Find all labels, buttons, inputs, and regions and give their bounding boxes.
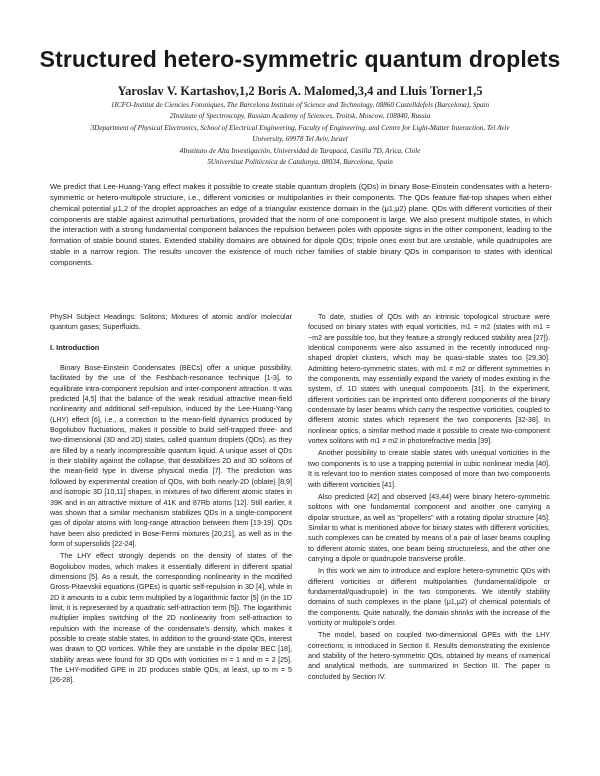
author-list: Yaroslav V. Kartashov,1,2 Boris A. Malomed,3,4 and Lluis Torner1,5 [117, 84, 483, 98]
paper-title: Structured hetero-symmetric quantum droplets [39, 46, 561, 72]
intro-paragraph-5: Also predicted [42] and observed [43,44] were binary hetero-symmetric solitons with one fundamental component and another one carrying a dipolar structure, as well as "propellers" with a rotating dipolar structure [45]. Similar to what is mentioned above for binary states with different vorticities, such complexes can be created by means of a pair of laser beams coupling to different atomic states, one beam being structureless, and the other one carrying a dipole or quadrupole transverse profile. [308, 492, 550, 563]
intro-paragraph-1: Binary Bose-Einstein Condensates (BECs) offer a unique possibility, facilitated by the use of the Feshbach-resonance technique [1-3], to equilibrate intra-component repulsion and inter-component attraction. It was predicted [4,5] that the balance of the weak residual attractive mean-field nonlinearity and additional self-repulsion, induced by the Lee-Huang-Yang (LHY) effect [6], i.e., a correction to the mean-field dynamics produced by Bogoliubov fluctuations, makes it possible to build self-trapped three- and two-dimensional (3D and 2D) states, called quantum droplets (QDs), as they are filled by a nearly incompressible quantum liquid. A unique asset of QDs is their stability against the collapse, that destabilizes 2D and 3D solitons of the mean-field type in diverse physical media [7]. The prediction was followed by experimental creation of QDs, with both nearly-2D (oblate) [8,9] and isotropic 3D [10,11] shapes, in mixtures of two different atomic states in 39K and in an attractive mixture of 41K and 87Rb atoms [12]. Still earlier, it was shown that a similar mechanism stabilizes QDs in a single-component gas of dipolar atoms with long-range attraction between them [13-19]. QDs have been also predicted in Bose-Fermi mixtures [20,21], as well as in the form of supersolids [22-24]. [50, 364, 292, 548]
abstract: We predict that Lee-Huang-Yang effect makes it possible to create stable quantum droplets (QDs) in binary Bose-Einstein condensates with a hetero-symmetric or hetero-multipole structure, i.e., different vorticities or multipolarities in their components. The QDs feature flat-top shapes when either chemical potential μ1,2 of the droplet approaches an edge of a triangular existence domain in the (μ1,μ2) plane. QDs with different vorticities of their components are stable against azimuthal perturbations, provided that the norm of one component is large. We also present multipole states, in which the interaction with a strong fundamental component balances the repulsion between poles with opposite signs in the other component, leading to the formation of stable bound states. Extended stability domains are obtained for dipole QDs; tripole ones exist but are unstable, while quadrupoles are stable in a narrow region. The results uncover the existence of much richer families of stable binary QDs in comparison to states with identical components. [50, 182, 552, 267]
intro-paragraph-7: The model, based on coupled two-dimensional GPEs with the LHY corrections, is introduced in Section II. Results demonstrating the existence and stability of the hetero-symmetric QDs, obtained by means of numerical and analytical methods, are summarized in Section III. The paper is concluded by Section IV. [308, 631, 550, 681]
intro-paragraph-3: To date, studies of QDs with an intrinsic topological structure were focused on binary states with equal vorticities, m1 = m2 (states with m1 = −m2 are possible too, but they feature a strongly reduced stability area [27]). Identical components were also assumed in the recently introduced ring-shaped droplet clusters, which may be quasi-stable states too [29,30]. Admitting hetero-symmetric states, with m1 ≠ m2 or different symmetries in the components, may essentially expand the variety of modes existing in the system, cf. 1D states with unequal components [31]. In the experiment, different vorticities can be imprinted onto different components of the binary condensate by laser beams which carry the respective vorticities, coupled to different atomic states which represent the two components [32-38]. In nonlinear optics, a similar method made it possible to create two-component vortex solitons with m1 ≠ m2 in photorefractive media [39]. [308, 313, 550, 446]
right-column [308, 312, 550, 684]
affiliation-5: 5Universitat Politècnica de Catalunya, 08034, Barcelona, Spain [207, 158, 393, 167]
affiliation-3: 3Department of Physical Electronics, School of Electrical Engineering, Faculty of Engineering, and Centre for Light-Matter Interaction, Tel Aviv [90, 123, 510, 132]
section-heading-introduction: I. Introduction [50, 342, 100, 352]
affiliation-2: 2Institute of Spectroscopy, Russian Academy of Sciences, Troitsk, Moscow, 108840, Russia [169, 112, 431, 121]
affiliation-1: 1ICFO-Institut de Ciencies Fotoniques, The Barcelona Institute of Science and Technology, 08860 Castelldefels (Barcelona), Spain [110, 101, 490, 109]
subject-headings: PhySH Subject Headings: Solitons; Mixtures of atomic and/or molecular quantum gases; Superfluids. [50, 313, 292, 332]
intro-paragraph-6: In this work we aim to introduce and explore hetero-symmetric QDs with different vorticities or different multipolarities (fundamental/dipole or fundamental/quadrupole) in the two components. We identify stability domains of such complexes in the plane (μ1,μ2) of chemical potentials of the components. Quite naturally, the domain shrinks with the increase of the vorticity or multipole's order. [308, 567, 550, 627]
left-column [50, 312, 292, 688]
affiliation-4: 4Instituto de Alta Investigación, Universidad de Tarapacá, Casilla 7D, Arica, Chile [179, 146, 421, 155]
affiliation-list [40, 100, 560, 168]
intro-paragraph-4: Another possibility to create stable states with unequal vorticities in the two components is to use a trapping potential in cubic nonlinear media [40]. It is relevant too to mention states composed of more than two components with different vorticities [41]. [308, 449, 550, 489]
intro-paragraph-2: The LHY effect strongly depends on the density of states of the Bogoliubov modes, which makes it essentially different in different spatial dimensions [5]. As a result, the corresponding nonlinearity in the modified Gross-Pitaevskii equations (GPEs) is quartic self-repulsion in 3D [4], while in 2D it amounts to a cubic term multiplied by a logarithmic factor [5] (in the 1D limit, it is represented by a quadratic self-attraction term [5]). The logarithmic multiplier implies switching of the 2D nonlinearity from self-attraction to repulsion with the increase of the condensate's density, which makes it possible to create stable states. In addition to the ground-state QDs, interest was drawn to QD vortices. While they are unstable in the dipolar BEC [18], stability areas were found for 3D QDs with vorticities m = 1 and m = 2 [25]. The LHY-modified GPE in 2D produces stable QDs, at least, up to m = 5 [26-28]. [50, 552, 292, 685]
affiliation-3-cont: University, 69978 Tel Aviv, Israel [252, 135, 348, 144]
